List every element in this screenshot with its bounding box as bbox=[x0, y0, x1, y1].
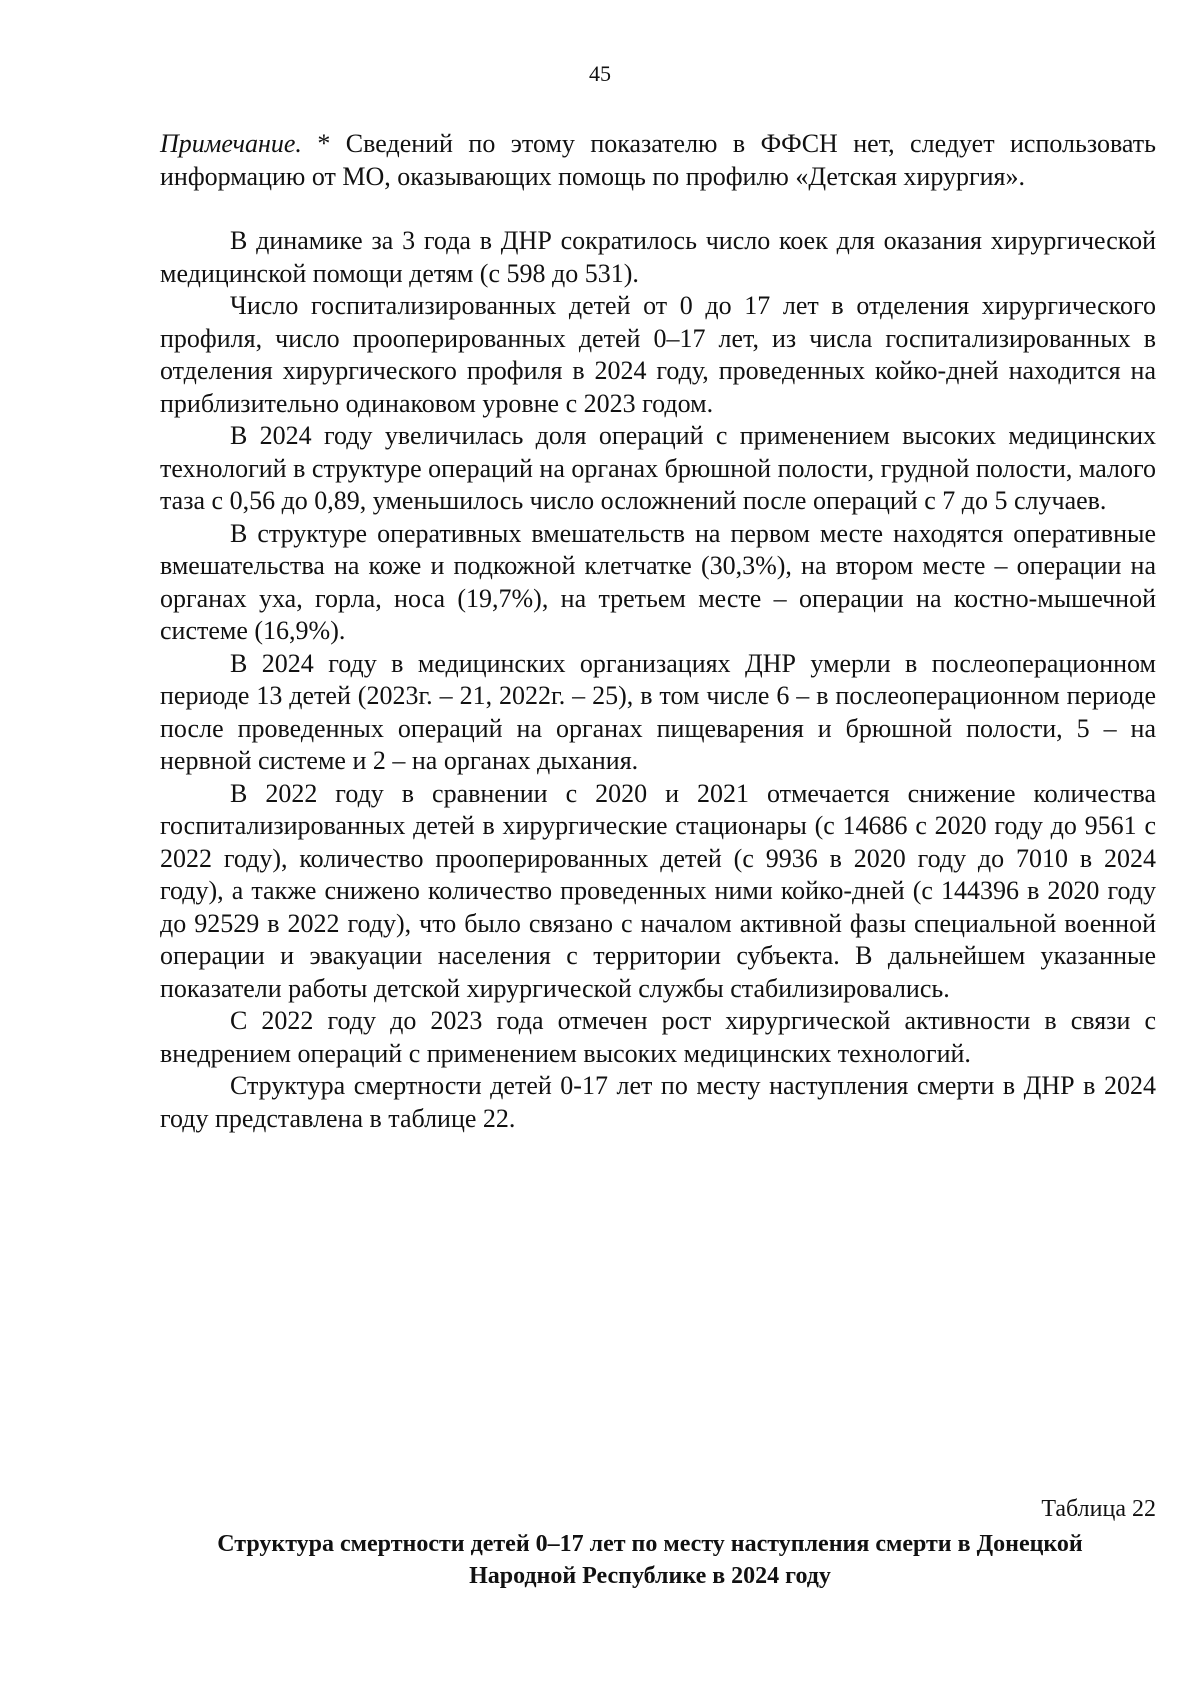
note-paragraph bbox=[160, 128, 1156, 193]
paragraph-table-reference: Структура смертности детей 0-17 лет по месту наступления смерти в ДНР в 2024 году представлена в таблице 22. bbox=[160, 1071, 1156, 1133]
paragraph-deaths: В 2024 году в медицинских организациях ДНР умерли в послеоперационном периоде 13 детей (2023г. – 21, 2022г. – 25), в том числе 6 – в послеоперационном периоде после проведенных операций на органах пищеварения и брюшной полости, 5 – на нервной системе и 2 – на органах дыхания. bbox=[160, 648, 1156, 775]
note-text: * Сведений по этому показателю в ФФСН нет, следует использовать информацию от МО, оказывающих помощь по профилю «Детская хирургия». bbox=[160, 129, 1156, 191]
paragraph-gap bbox=[160, 193, 1156, 225]
paragraph-beds: В динамике за 3 года в ДНР сократилось число коек для оказания хирургической медицинской помощи детям (с 598 до 531). bbox=[160, 226, 1156, 288]
table-caption: Таблица 22 bbox=[1041, 1496, 1156, 1522]
paragraph-high-tech: В 2024 году увеличилась доля операций с применением высоких медицинских технологий в структуре операций на органах брюшной полости, грудной полости, малого таза с 0,56 до 0,89, уменьшилось число осложнений после операций с 7 до 5 случаев. bbox=[160, 421, 1156, 515]
page-number: 45 bbox=[589, 61, 611, 86]
paragraph-activity: С 2022 году до 2023 года отмечен рост хирургической активности в связи с внедрением операций с применением высоких медицинских технологий. bbox=[160, 1006, 1156, 1068]
table-title: Структура смертности детей 0–17 лет по месту наступления смерти в Донецкой Народной Республике в 2024 году bbox=[217, 1531, 1083, 1589]
paragraph-comparison: В 2022 году в сравнении с 2020 и 2021 отмечается снижение количества госпитализированных детей в хирургические стационары (с 14686 с 2020 году до 9561 с 2022 году), количество прооперированных детей (с 9936 в 2020 году до 7010 в 2024 году), а также снижено количество проведенных ними койко-дней (с 144396 в 2020 году до 92529 в 2022 году), что было связано с началом активной фазы специальной военной операции и эвакуации населения с территории субъекта. В дальнейшем указанные показатели работы детской хирургической службы стабилизировались. bbox=[160, 778, 1156, 1003]
document-body bbox=[160, 128, 1156, 1135]
note-label: Примечание. bbox=[160, 129, 302, 158]
paragraph-hospitalized: Число госпитализированных детей от 0 до 17 лет в отделения хирургического профиля, число прооперированных детей 0–17 лет, из числа госпитализированных в отделения хирургического профиля в 2024 году, проведенных койко-дней находится на приблизительно одинаковом уровне с 2023 годом. bbox=[160, 291, 1156, 418]
paragraph-structure: В структуре оперативных вмешательств на первом месте находятся оперативные вмешательства на коже и подкожной клетчатке (30,3%), на втором месте – операции на органах уха, горла, носа (19,7%), на третьем месте – операции на костно-мышечной системе (16,9%). bbox=[160, 518, 1156, 645]
